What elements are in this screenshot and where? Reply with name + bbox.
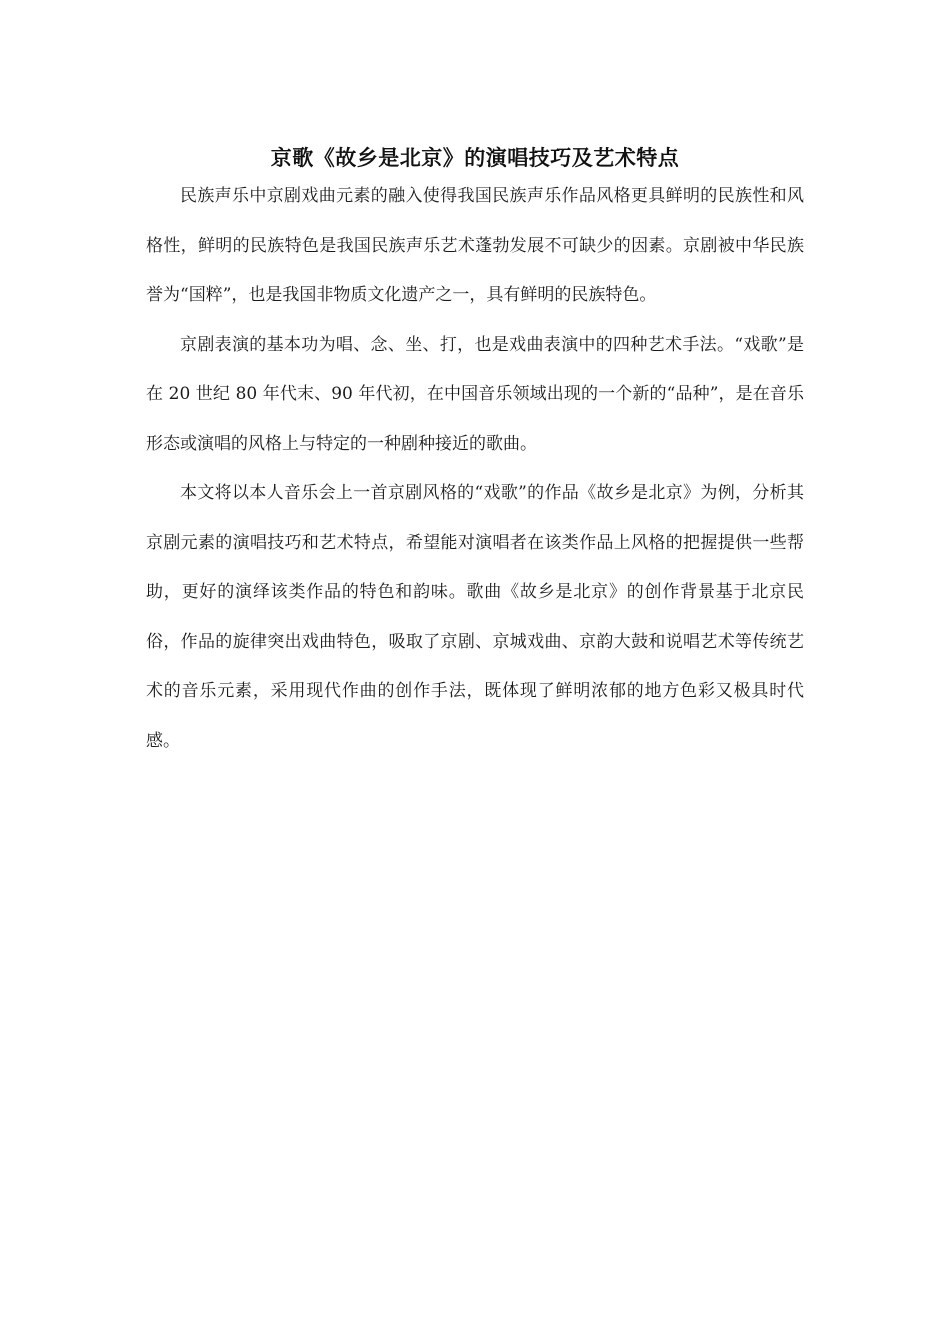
paragraph-2: 京剧表演的基本功为唱、念、坐、打，也是戏曲表演中的四种艺术手法。“戏歌”是在 20 世纪 80 年代末、90 年代初，在中国音乐领域出现的一个新的“品种”，是在音乐形态或演唱的风格上与特定的一种剧种接近的歌曲。 <box>146 334 804 454</box>
paragraph-1: 民族声乐中京剧戏曲元素的融入使得我国民族声乐作品风格更具鲜明的民族性和风格性，鲜明的民族特色是我国民族声乐艺术蓬勃发展不可缺少的因素。京剧被中华民族誉为“国粹”，也是我国非物质文化遗产之一，具有鲜明的民族特色。 <box>146 186 804 305</box>
document-body <box>146 172 804 766</box>
paragraph-3: 本文将以本人音乐会上一首京剧风格的“戏歌”的作品《故乡是北京》为例，分析其京剧元素的演唱技巧和艺术特点，希望能对演唱者在该类作品上风格的把握提供一些帮助，更好的演绎该类作品的特色和韵味。歌曲《故乡是北京》的创作背景基于北京民俗，作品的旋律突出戏曲特色，吸取了京剧、京城戏曲、京韵大鼓和说唱艺术等传统艺术的音乐元素，采用现代作曲的创作手法，既体现了鲜明浓郁的地方色彩又极具时代感。 <box>146 483 804 751</box>
document-title: 京歌《故乡是北京》的演唱技巧及艺术特点 <box>270 145 680 171</box>
